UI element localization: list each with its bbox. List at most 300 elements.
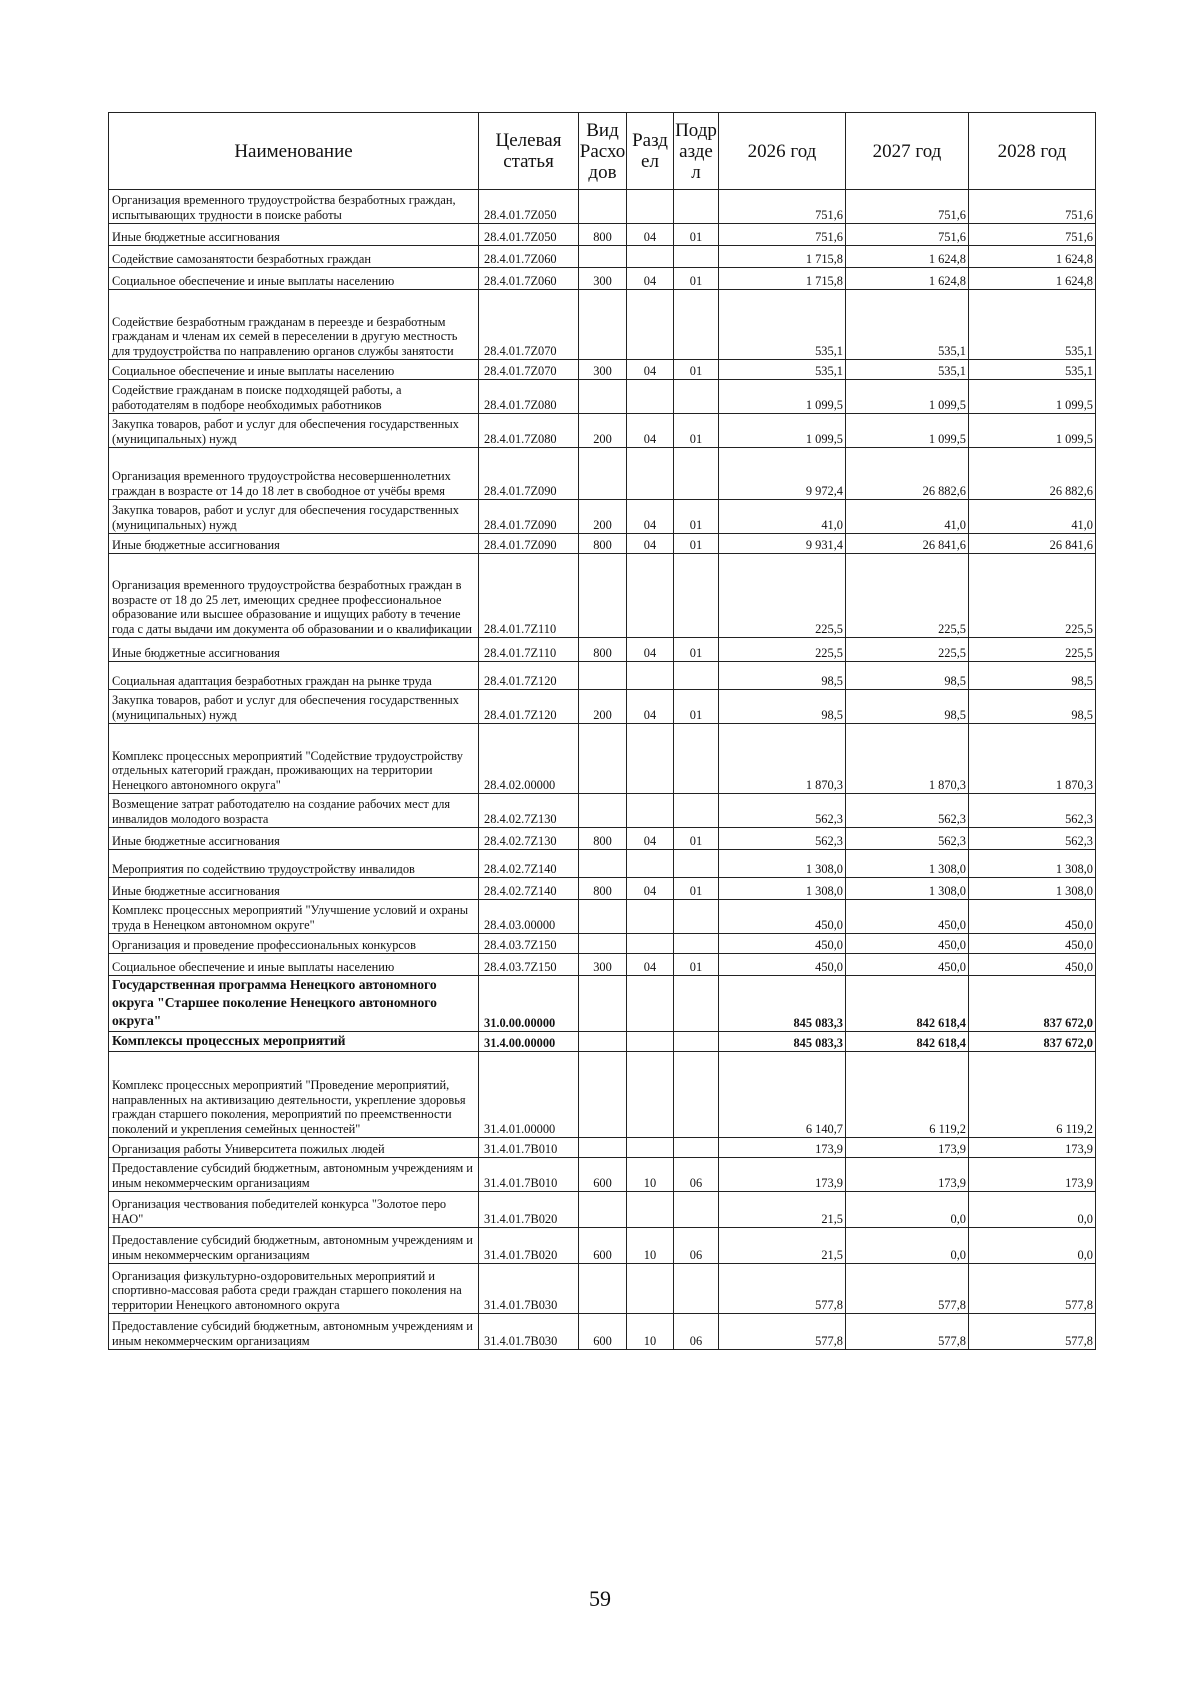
table-row xyxy=(109,850,1096,878)
cell-subsection: 01 xyxy=(674,828,719,850)
cell-kind xyxy=(579,850,627,878)
cell-v2027: 173,9 xyxy=(846,1138,969,1158)
cell-subsection: 01 xyxy=(674,360,719,380)
cell-code: 28.4.01.7Z090 xyxy=(479,448,579,500)
cell-section: 04 xyxy=(627,638,674,662)
cell-section: 04 xyxy=(627,534,674,554)
cell-section xyxy=(627,900,674,934)
cell-subsection xyxy=(674,380,719,414)
cell-section xyxy=(627,794,674,828)
table-row xyxy=(109,934,1096,954)
table-header-row xyxy=(109,113,1096,190)
cell-code: 28.4.02.7Z140 xyxy=(479,850,579,878)
cell-name: Мероприятия по содействию трудоустройству инвалидов xyxy=(109,850,479,878)
cell-v2028: 535,1 xyxy=(969,290,1096,360)
cell-section xyxy=(627,1032,674,1052)
header-kind: Вид Расхо дов xyxy=(579,113,627,190)
cell-section xyxy=(627,380,674,414)
cell-section xyxy=(627,1052,674,1138)
header-name: Наименование xyxy=(109,113,479,190)
cell-v2027: 450,0 xyxy=(846,900,969,934)
cell-v2026: 577,8 xyxy=(719,1314,846,1350)
cell-subsection xyxy=(674,934,719,954)
cell-subsection: 01 xyxy=(674,224,719,246)
cell-name: Комплекс процессных мероприятий "Проведение мероприятий, направленных на активизацию деятельности, укрепление здоровья граждан старшего поколения, мероприятий по преемственности поколений и укрепления семейных ценностей" xyxy=(109,1052,479,1138)
cell-v2026: 98,5 xyxy=(719,690,846,724)
cell-v2026: 98,5 xyxy=(719,662,846,690)
cell-subsection: 01 xyxy=(674,414,719,448)
cell-kind: 300 xyxy=(579,954,627,976)
cell-name: Организация временного трудоустройства безработных граждан в возрасте от 18 до 25 лет, имеющих среднее профессиональное образование или высшее образование и ищущих работу в течение года с даты выдачи им документа об образовании и о квалификации xyxy=(109,554,479,638)
cell-kind xyxy=(579,662,627,690)
cell-kind xyxy=(579,1264,627,1314)
cell-v2027: 6 119,2 xyxy=(846,1052,969,1138)
cell-subsection: 06 xyxy=(674,1314,719,1350)
cell-subsection xyxy=(674,850,719,878)
cell-name: Социальное обеспечение и иные выплаты населению xyxy=(109,360,479,380)
cell-v2028: 173,9 xyxy=(969,1138,1096,1158)
cell-code: 28.4.01.7Z080 xyxy=(479,414,579,448)
cell-v2028: 173,9 xyxy=(969,1158,1096,1192)
table-row xyxy=(109,190,1096,224)
cell-subsection xyxy=(674,290,719,360)
cell-v2027: 450,0 xyxy=(846,934,969,954)
table-row xyxy=(109,360,1096,380)
cell-v2027: 98,5 xyxy=(846,690,969,724)
cell-subsection: 01 xyxy=(674,268,719,290)
cell-kind xyxy=(579,448,627,500)
cell-name: Предоставление субсидий бюджетным, автономным учреждениям и иным некоммерческим организациям xyxy=(109,1314,479,1350)
cell-v2026: 173,9 xyxy=(719,1138,846,1158)
cell-v2026: 1 715,8 xyxy=(719,246,846,268)
header-2026: 2026 год xyxy=(719,113,846,190)
cell-name: Социальное обеспечение и иные выплаты населению xyxy=(109,268,479,290)
cell-v2028: 535,1 xyxy=(969,360,1096,380)
cell-v2027: 0,0 xyxy=(846,1192,969,1228)
cell-v2026: 21,5 xyxy=(719,1192,846,1228)
cell-kind xyxy=(579,976,627,1032)
cell-v2028: 26 882,6 xyxy=(969,448,1096,500)
cell-subsection: 01 xyxy=(674,534,719,554)
table-row xyxy=(109,448,1096,500)
table-row xyxy=(109,878,1096,900)
cell-code: 28.4.01.7Z120 xyxy=(479,690,579,724)
table-row xyxy=(109,638,1096,662)
cell-v2028: 98,5 xyxy=(969,662,1096,690)
cell-name: Организация работы Университета пожилых людей xyxy=(109,1138,479,1158)
cell-v2027: 41,0 xyxy=(846,500,969,534)
cell-code: 31.4.01.7B010 xyxy=(479,1158,579,1192)
cell-v2026: 1 715,8 xyxy=(719,268,846,290)
cell-v2027: 751,6 xyxy=(846,224,969,246)
cell-subsection xyxy=(674,976,719,1032)
cell-section xyxy=(627,246,674,268)
cell-v2026: 845 083,3 xyxy=(719,976,846,1032)
cell-v2027: 26 841,6 xyxy=(846,534,969,554)
cell-section: 04 xyxy=(627,954,674,976)
cell-v2026: 1 099,5 xyxy=(719,380,846,414)
cell-v2028: 1 624,8 xyxy=(969,246,1096,268)
cell-v2026: 562,3 xyxy=(719,828,846,850)
cell-v2026: 535,1 xyxy=(719,290,846,360)
cell-v2027: 26 882,6 xyxy=(846,448,969,500)
cell-section xyxy=(627,1138,674,1158)
page-number: 59 xyxy=(589,1586,611,1611)
table-row xyxy=(109,976,1096,1032)
cell-name: Комплекс процессных мероприятий "Улучшение условий и охраны труда в Ненецком автономном округе" xyxy=(109,900,479,934)
table-row xyxy=(109,794,1096,828)
cell-code: 28.4.01.7Z060 xyxy=(479,268,579,290)
cell-kind xyxy=(579,246,627,268)
table-row xyxy=(109,900,1096,934)
cell-v2028: 450,0 xyxy=(969,900,1096,934)
cell-kind xyxy=(579,1052,627,1138)
cell-section xyxy=(627,934,674,954)
cell-v2027: 1 099,5 xyxy=(846,414,969,448)
cell-code: 28.4.03.7Z150 xyxy=(479,954,579,976)
cell-subsection xyxy=(674,662,719,690)
cell-name: Организация временного трудоустройства безработных граждан, испытывающих трудности в поиске работы xyxy=(109,190,479,224)
cell-subsection: 01 xyxy=(674,954,719,976)
cell-code: 31.0.00.00000 xyxy=(479,976,579,1032)
cell-subsection: 01 xyxy=(674,638,719,662)
cell-v2027: 535,1 xyxy=(846,290,969,360)
cell-kind xyxy=(579,794,627,828)
cell-v2028: 1 870,3 xyxy=(969,724,1096,794)
cell-subsection xyxy=(674,1032,719,1052)
cell-v2027: 225,5 xyxy=(846,638,969,662)
cell-subsection xyxy=(674,190,719,224)
cell-v2026: 173,9 xyxy=(719,1158,846,1192)
cell-name: Содействие самозанятости безработных граждан xyxy=(109,246,479,268)
cell-name: Иные бюджетные ассигнования xyxy=(109,224,479,246)
cell-v2028: 225,5 xyxy=(969,554,1096,638)
cell-section: 04 xyxy=(627,414,674,448)
cell-name: Закупка товаров, работ и услуг для обеспечения государственных (муниципальных) нужд xyxy=(109,414,479,448)
cell-v2026: 450,0 xyxy=(719,900,846,934)
cell-subsection xyxy=(674,900,719,934)
header-section: Разд ел xyxy=(627,113,674,190)
cell-kind: 600 xyxy=(579,1314,627,1350)
cell-name: Иные бюджетные ассигнования xyxy=(109,534,479,554)
cell-v2027: 1 099,5 xyxy=(846,380,969,414)
cell-v2026: 751,6 xyxy=(719,224,846,246)
table-row xyxy=(109,1264,1096,1314)
cell-code: 28.4.01.7Z120 xyxy=(479,662,579,690)
cell-code: 28.4.01.7Z110 xyxy=(479,638,579,662)
cell-code: 31.4.01.7B030 xyxy=(479,1264,579,1314)
cell-v2027: 751,6 xyxy=(846,190,969,224)
table-row xyxy=(109,500,1096,534)
cell-code: 28.4.02.7Z130 xyxy=(479,794,579,828)
cell-section xyxy=(627,448,674,500)
cell-kind xyxy=(579,1032,627,1052)
cell-v2027: 535,1 xyxy=(846,360,969,380)
cell-code: 28.4.01.7Z060 xyxy=(479,246,579,268)
cell-name: Социальное обеспечение и иные выплаты населению xyxy=(109,954,479,976)
cell-v2026: 845 083,3 xyxy=(719,1032,846,1052)
table-row xyxy=(109,690,1096,724)
table-row xyxy=(109,1138,1096,1158)
cell-name: Иные бюджетные ассигнования xyxy=(109,828,479,850)
cell-v2027: 562,3 xyxy=(846,828,969,850)
cell-v2027: 1 624,8 xyxy=(846,246,969,268)
table-row xyxy=(109,554,1096,638)
cell-section xyxy=(627,554,674,638)
cell-v2026: 1 308,0 xyxy=(719,850,846,878)
cell-name: Организация и проведение профессиональных конкурсов xyxy=(109,934,479,954)
cell-v2027: 842 618,4 xyxy=(846,1032,969,1052)
cell-kind xyxy=(579,190,627,224)
cell-v2027: 1 870,3 xyxy=(846,724,969,794)
cell-section xyxy=(627,1264,674,1314)
cell-kind: 200 xyxy=(579,690,627,724)
cell-v2028: 1 099,5 xyxy=(969,380,1096,414)
cell-v2026: 41,0 xyxy=(719,500,846,534)
cell-v2028: 751,6 xyxy=(969,224,1096,246)
cell-kind: 800 xyxy=(579,224,627,246)
cell-v2026: 9 931,4 xyxy=(719,534,846,554)
table-row xyxy=(109,1052,1096,1138)
cell-name: Предоставление субсидий бюджетным, автономным учреждениям и иным некоммерческим организациям xyxy=(109,1228,479,1264)
cell-v2028: 450,0 xyxy=(969,934,1096,954)
cell-kind xyxy=(579,900,627,934)
table-body xyxy=(109,190,1096,1350)
cell-section: 04 xyxy=(627,500,674,534)
cell-code: 28.4.01.7Z070 xyxy=(479,360,579,380)
table-row xyxy=(109,380,1096,414)
cell-code: 31.4.01.7B020 xyxy=(479,1192,579,1228)
cell-v2026: 450,0 xyxy=(719,934,846,954)
cell-code: 28.4.01.7Z110 xyxy=(479,554,579,638)
table-row xyxy=(109,1228,1096,1264)
cell-code: 28.4.01.7Z050 xyxy=(479,190,579,224)
cell-code: 28.4.01.7Z080 xyxy=(479,380,579,414)
cell-code: 28.4.02.7Z140 xyxy=(479,878,579,900)
cell-kind: 800 xyxy=(579,878,627,900)
cell-v2026: 450,0 xyxy=(719,954,846,976)
cell-code: 28.4.03.00000 xyxy=(479,900,579,934)
cell-kind: 200 xyxy=(579,500,627,534)
cell-section: 04 xyxy=(627,878,674,900)
cell-v2028: 562,3 xyxy=(969,828,1096,850)
cell-kind: 800 xyxy=(579,638,627,662)
cell-section: 04 xyxy=(627,224,674,246)
cell-section xyxy=(627,290,674,360)
cell-v2026: 577,8 xyxy=(719,1264,846,1314)
cell-v2027: 98,5 xyxy=(846,662,969,690)
cell-subsection xyxy=(674,246,719,268)
cell-name: Закупка товаров, работ и услуг для обеспечения государственных (муниципальных) нужд xyxy=(109,690,479,724)
cell-subsection xyxy=(674,1138,719,1158)
cell-kind: 600 xyxy=(579,1228,627,1264)
cell-kind: 600 xyxy=(579,1158,627,1192)
cell-v2027: 450,0 xyxy=(846,954,969,976)
cell-v2026: 6 140,7 xyxy=(719,1052,846,1138)
cell-v2028: 837 672,0 xyxy=(969,1032,1096,1052)
cell-section xyxy=(627,724,674,794)
cell-name: Иные бюджетные ассигнования xyxy=(109,638,479,662)
cell-v2027: 1 308,0 xyxy=(846,850,969,878)
cell-name: Организация временного трудоустройства несовершеннолетних граждан в возрасте от 14 до 18 лет в свободное от учёбы время xyxy=(109,448,479,500)
table-row xyxy=(109,268,1096,290)
cell-kind xyxy=(579,554,627,638)
cell-v2028: 562,3 xyxy=(969,794,1096,828)
table-row xyxy=(109,828,1096,850)
cell-v2026: 225,5 xyxy=(719,638,846,662)
cell-name: Государственная программа Ненецкого автономного округа "Старшее поколение Ненецкого автономного округа" xyxy=(109,976,479,1032)
cell-v2028: 1 099,5 xyxy=(969,414,1096,448)
table-row xyxy=(109,954,1096,976)
table-row xyxy=(109,662,1096,690)
table-row xyxy=(109,1158,1096,1192)
cell-name: Содействие гражданам в поиске подходящей работы, а работодателям в подборе необходимых работников xyxy=(109,380,479,414)
header-subsection: Подр азде л xyxy=(674,113,719,190)
table-row xyxy=(109,534,1096,554)
cell-subsection xyxy=(674,724,719,794)
cell-code: 31.4.01.7B020 xyxy=(479,1228,579,1264)
cell-v2028: 26 841,6 xyxy=(969,534,1096,554)
table-row xyxy=(109,724,1096,794)
cell-code: 28.4.01.7Z070 xyxy=(479,290,579,360)
cell-v2026: 21,5 xyxy=(719,1228,846,1264)
cell-section xyxy=(627,850,674,878)
cell-name: Комплексы процессных мероприятий xyxy=(109,1032,479,1052)
cell-v2028: 837 672,0 xyxy=(969,976,1096,1032)
cell-v2028: 41,0 xyxy=(969,500,1096,534)
cell-kind: 800 xyxy=(579,828,627,850)
cell-kind: 300 xyxy=(579,360,627,380)
cell-kind xyxy=(579,290,627,360)
cell-v2027: 577,8 xyxy=(846,1314,969,1350)
cell-v2027: 1 308,0 xyxy=(846,878,969,900)
table-row xyxy=(109,246,1096,268)
cell-kind: 200 xyxy=(579,414,627,448)
cell-name: Комплекс процессных мероприятий "Содействие трудоустройству отдельных категорий граждан, проживающих на территории Ненецкого автономного округа" xyxy=(109,724,479,794)
cell-subsection xyxy=(674,1192,719,1228)
cell-subsection xyxy=(674,1052,719,1138)
cell-section: 10 xyxy=(627,1158,674,1192)
header-target: Целевая статья xyxy=(479,113,579,190)
cell-v2027: 173,9 xyxy=(846,1158,969,1192)
cell-v2028: 751,6 xyxy=(969,190,1096,224)
cell-name: Организация физкультурно-оздоровительных мероприятий и спортивно-массовая работа среди граждан старшего поколения на территории Ненецкого автономного округа xyxy=(109,1264,479,1314)
cell-code: 28.4.02.7Z130 xyxy=(479,828,579,850)
cell-section xyxy=(627,190,674,224)
cell-v2027: 562,3 xyxy=(846,794,969,828)
cell-v2028: 0,0 xyxy=(969,1192,1096,1228)
cell-code: 31.4.01.00000 xyxy=(479,1052,579,1138)
cell-v2026: 751,6 xyxy=(719,190,846,224)
cell-code: 28.4.01.7Z090 xyxy=(479,534,579,554)
table-row xyxy=(109,1032,1096,1052)
cell-v2028: 577,8 xyxy=(969,1264,1096,1314)
cell-name: Организация чествования победителей конкурса "Золотое перо НАО" xyxy=(109,1192,479,1228)
cell-code: 31.4.00.00000 xyxy=(479,1032,579,1052)
cell-name: Закупка товаров, работ и услуг для обеспечения государственных (муниципальных) нужд xyxy=(109,500,479,534)
cell-v2026: 1 870,3 xyxy=(719,724,846,794)
cell-kind: 800 xyxy=(579,534,627,554)
cell-code: 28.4.03.7Z150 xyxy=(479,934,579,954)
cell-kind xyxy=(579,1192,627,1228)
cell-section: 04 xyxy=(627,828,674,850)
cell-section xyxy=(627,662,674,690)
cell-section: 10 xyxy=(627,1228,674,1264)
cell-name: Социальная адаптация безработных граждан на рынке труда xyxy=(109,662,479,690)
cell-v2028: 98,5 xyxy=(969,690,1096,724)
cell-v2027: 842 618,4 xyxy=(846,976,969,1032)
cell-name: Содействие безработным гражданам в переезде и безработным гражданам и членам их семей в переселении в другую местность для трудоустройства по направлению органов службы занятости xyxy=(109,290,479,360)
cell-kind xyxy=(579,380,627,414)
cell-v2028: 577,8 xyxy=(969,1314,1096,1350)
cell-v2028: 1 308,0 xyxy=(969,850,1096,878)
cell-section: 04 xyxy=(627,360,674,380)
cell-section xyxy=(627,976,674,1032)
header-2028: 2028 год xyxy=(969,113,1096,190)
cell-v2028: 1 624,8 xyxy=(969,268,1096,290)
cell-v2026: 9 972,4 xyxy=(719,448,846,500)
table-row xyxy=(109,414,1096,448)
cell-v2026: 1 308,0 xyxy=(719,878,846,900)
table-row xyxy=(109,290,1096,360)
cell-v2026: 225,5 xyxy=(719,554,846,638)
cell-v2026: 1 099,5 xyxy=(719,414,846,448)
cell-v2027: 577,8 xyxy=(846,1264,969,1314)
cell-kind xyxy=(579,1138,627,1158)
cell-code: 31.4.01.7B010 xyxy=(479,1138,579,1158)
cell-v2026: 562,3 xyxy=(719,794,846,828)
cell-kind xyxy=(579,724,627,794)
cell-section: 10 xyxy=(627,1314,674,1350)
cell-code: 28.4.01.7Z050 xyxy=(479,224,579,246)
table-row xyxy=(109,1192,1096,1228)
cell-subsection xyxy=(674,1264,719,1314)
header-2027: 2027 год xyxy=(846,113,969,190)
budget-table xyxy=(108,112,1096,1350)
cell-subsection: 01 xyxy=(674,690,719,724)
cell-subsection: 06 xyxy=(674,1228,719,1264)
table-row xyxy=(109,1314,1096,1350)
cell-section: 04 xyxy=(627,268,674,290)
cell-v2027: 0,0 xyxy=(846,1228,969,1264)
table-row xyxy=(109,224,1096,246)
cell-kind: 300 xyxy=(579,268,627,290)
cell-code: 28.4.02.00000 xyxy=(479,724,579,794)
cell-name: Иные бюджетные ассигнования xyxy=(109,878,479,900)
cell-v2028: 6 119,2 xyxy=(969,1052,1096,1138)
cell-subsection: 01 xyxy=(674,878,719,900)
cell-v2028: 1 308,0 xyxy=(969,878,1096,900)
cell-subsection xyxy=(674,794,719,828)
cell-v2028: 225,5 xyxy=(969,638,1096,662)
cell-section: 04 xyxy=(627,690,674,724)
cell-section xyxy=(627,1192,674,1228)
cell-subsection xyxy=(674,554,719,638)
cell-v2027: 1 624,8 xyxy=(846,268,969,290)
cell-code: 28.4.01.7Z090 xyxy=(479,500,579,534)
cell-code: 31.4.01.7B030 xyxy=(479,1314,579,1350)
cell-kind xyxy=(579,934,627,954)
cell-subsection: 01 xyxy=(674,500,719,534)
cell-subsection: 06 xyxy=(674,1158,719,1192)
cell-v2026: 535,1 xyxy=(719,360,846,380)
cell-name: Возмещение затрат работодателю на создание рабочих мест для инвалидов молодого возраста xyxy=(109,794,479,828)
cell-subsection xyxy=(674,448,719,500)
cell-v2028: 0,0 xyxy=(969,1228,1096,1264)
cell-name: Предоставление субсидий бюджетным, автономным учреждениям и иным некоммерческим организациям xyxy=(109,1158,479,1192)
cell-v2027: 225,5 xyxy=(846,554,969,638)
cell-v2028: 450,0 xyxy=(969,954,1096,976)
